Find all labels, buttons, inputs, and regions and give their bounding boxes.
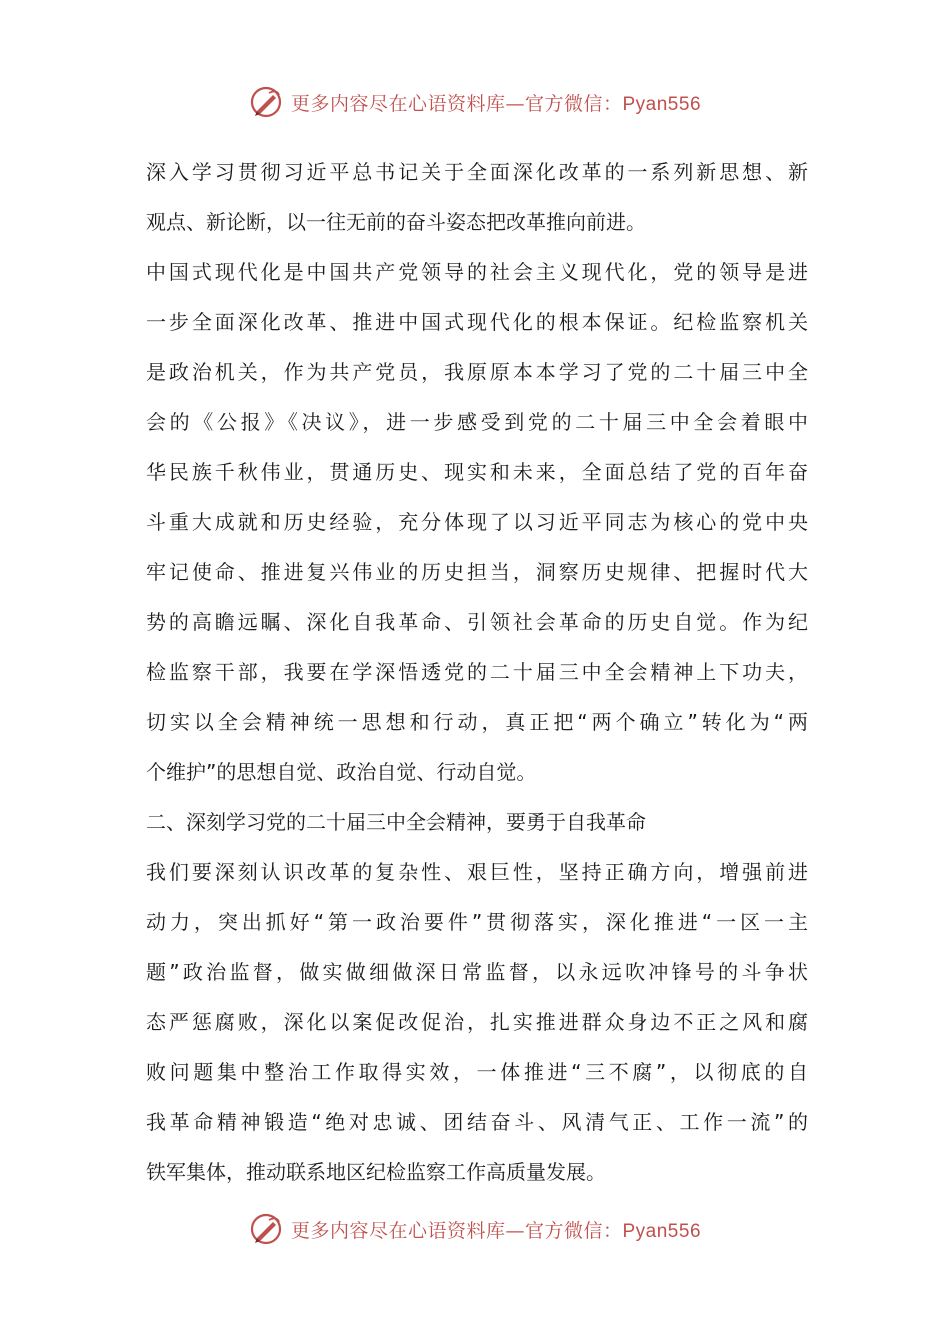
text-line: 败问题集中整治工作取得实效，一体推进“三不腐”，以彻底的自 xyxy=(146,1060,808,1084)
text-line: 观点、新论断，以一往无前的奋斗姿态把改革推向前进。 xyxy=(146,210,646,234)
pen-logo-icon xyxy=(249,1212,283,1246)
text-line: 检监察干部，我要在学深悟透党的二十届三中全会精神上下功夫， xyxy=(146,660,808,684)
text-line: 态严惩腐败，深化以案促改促治，扎实推进群众身边不正之风和腐 xyxy=(146,1010,808,1034)
text-line: 会的《公报》《决议》，进一步感受到党的二十届三中全会着眼中 xyxy=(146,410,808,434)
watermark-text: 更多内容尽在心语资料库—官方微信：Pyan556 xyxy=(290,92,702,115)
text-line: 我革命精神锻造“绝对忠诚、团结奋斗、风清气正、工作一流”的 xyxy=(146,1110,808,1134)
text-line: 斗重大成就和历史经验，充分体现了以习近平同志为核心的党中央 xyxy=(146,510,808,534)
text-line: 铁军集体，推动联系地区纪检监察工作高质量发展。 xyxy=(146,1160,606,1184)
text-line: 题”政治监督，做实做细做深日常监督，以永远吹冲锋号的斗争状 xyxy=(146,960,808,984)
pen-logo-icon xyxy=(249,85,283,119)
watermark-id: Pyan556 xyxy=(622,1220,702,1242)
text-line: 我们要深刻认识改革的复杂性、艰巨性，坚持正确方向，增强前进 xyxy=(146,860,808,884)
text-line: 个维护”的思想自觉、政治自觉、行动自觉。 xyxy=(146,760,537,784)
text-line: 中国式现代化是中国共产党领导的社会主义现代化，党的领导是进 xyxy=(146,260,808,284)
text-line: 切实以全会精神统一思想和行动，真正把“两个确立”转化为“两 xyxy=(146,710,808,734)
section-heading: 二、深刻学习党的二十届三中全会精神，要勇于自我革命 xyxy=(146,810,646,834)
text-line: 华民族千秋伟业，贯通历史、现实和未来，全面总结了党的百年奋 xyxy=(146,460,808,484)
text-line: 牢记使命、推进复兴伟业的历史担当，洞察历史规律、把握时代大 xyxy=(146,560,808,584)
text-line: 一步全面深化改革、推进中国式现代化的根本保证。纪检监察机关 xyxy=(146,310,808,334)
watermark-id: Pyan556 xyxy=(622,93,702,115)
header-watermark xyxy=(0,82,950,122)
text-line: 势的高瞻远瞩、深化自我革命、引领社会革命的历史自觉。作为纪 xyxy=(146,610,808,634)
footer-watermark xyxy=(0,1209,950,1249)
document-body xyxy=(146,147,808,1197)
text-line: 是政治机关，作为共产党员，我原原本本学习了党的二十届三中全 xyxy=(146,360,808,384)
text-line: 动力，突出抓好“第一政治要件”贯彻落实，深化推进“一区一主 xyxy=(146,910,808,934)
watermark-text: 更多内容尽在心语资料库—官方微信：Pyan556 xyxy=(290,1219,702,1242)
text-line: 深入学习贯彻习近平总书记关于全面深化改革的一系列新思想、新 xyxy=(146,160,808,184)
